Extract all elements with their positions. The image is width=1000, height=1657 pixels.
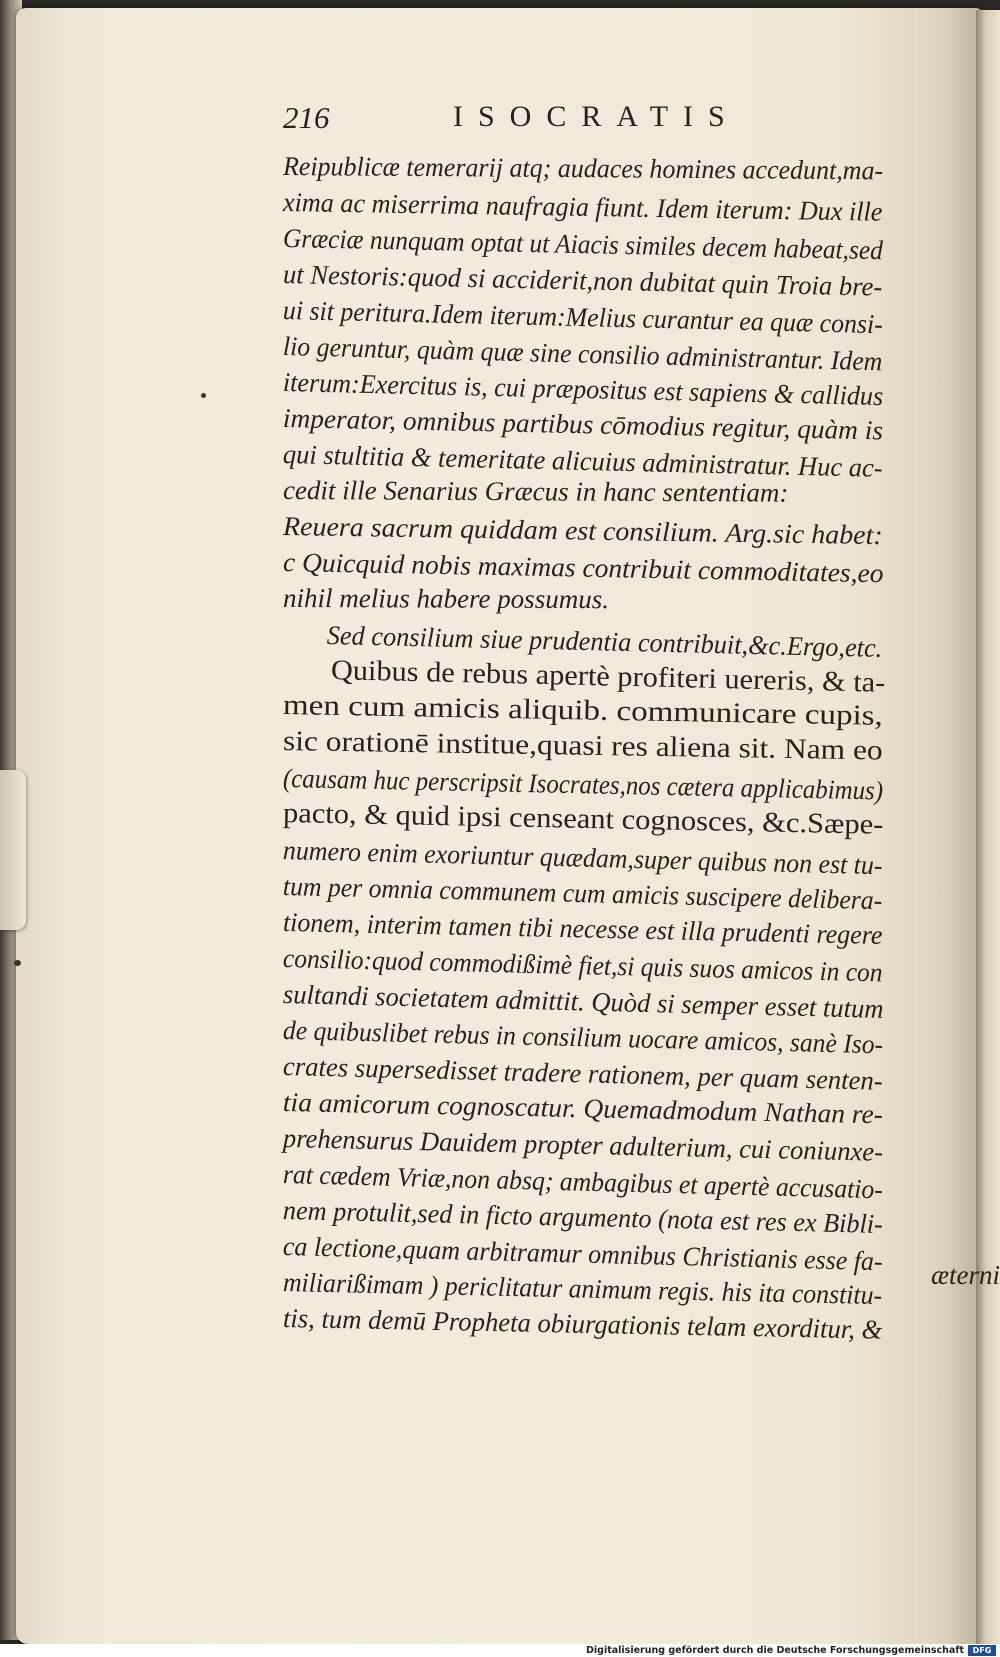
footer-credit: Digitalisierung gefördert durch die Deutsche Forschungsgemeinschaft: [586, 1645, 964, 1656]
ink-spot: [201, 393, 206, 398]
text-line: xima ac miserrima naufragia fiunt. Idem iterum: Dux ille: [282, 187, 883, 227]
text-line: de quibuslibet rebus in consilium uocare amicos, sanè Iso-: [282, 1015, 884, 1060]
text-line: crates supersedisset tradere rationem, per quam senten-: [282, 1051, 884, 1096]
text-line: Quibus de rebus apertè profiteri uereris, & ta-: [330, 655, 886, 699]
text-line: tis, tum demū Propheta obiurgationis telam exorditur, &: [282, 1303, 883, 1345]
page-number: 216: [283, 100, 330, 135]
text-line: Sed consilium siue prudentia contribuit,&c.Ergo,etc.: [326, 620, 883, 663]
text-line: Græciæ nunquam optat ut Aiacis similes decem habeat,sed: [282, 223, 884, 266]
text-line: men cum amicis aliquib. communicare cupis,: [282, 690, 884, 732]
text-line: ut Nestoris:quod si acciderit,non dubitat quin Troia bre-: [282, 259, 883, 302]
text-line: imperator, omnibus partibus cōmodius regitur, quàm is: [282, 403, 884, 446]
text-line: ca lectione,quam arbitramur omnibus Christianis esse fa-: [282, 1231, 883, 1277]
text-line: tionem, interim tamen tibi necesse est illa prudenti regere: [282, 907, 883, 951]
text-line: nihil melius habere possumus.: [282, 583, 610, 615]
dfg-logo: DFG: [968, 1645, 996, 1656]
text-line: qui stultitia & temeritate alicuius administratur. Huc ac-: [282, 439, 883, 483]
catchword: æterni: [930, 1260, 1000, 1290]
running-head: [283, 98, 803, 146]
ink-spot: [14, 960, 21, 966]
text-line: lio geruntur, quàm quæ sine consilio administrantur. Idem: [282, 331, 883, 377]
running-title: ISOCRATIS: [453, 100, 740, 133]
text-line: consilio:quod commodißimè fiet,si quis suos amicos in con: [282, 943, 883, 988]
text-line: rat cædem Vriæ,non absq; ambagibus et apertè accusatio-: [282, 1159, 884, 1205]
text-line: Reuera sacrum quiddam est consilium. Arg.sic habet:: [282, 511, 883, 551]
text-line: prehensurus Dauidem propter adulterium, cui coniunxe-: [282, 1123, 884, 1167]
text-line: numero enim exoriuntur quædam,super quibus non est tu-: [282, 835, 883, 881]
text-line: cedit ille Senarius Græcus in hanc sententiam:: [282, 475, 789, 508]
text-line: pacto, & quid ipsi censeant cognosces, &c.Sæpe-: [282, 798, 884, 841]
footer-bar: [0, 1644, 1000, 1657]
text-line: nem protulit,sed in ficto argumento (nota est res ex Bibli-: [282, 1195, 884, 1240]
text-line: miliarißimam ) periclitatur animum regis. his ita constitu-: [282, 1267, 883, 1311]
right-page-edge: [976, 10, 1000, 1646]
text-line: Reipublicæ temerarij atq; audaces homines accedunt,ma-: [282, 151, 884, 186]
text-line: (causam huc perscripsit Isocrates,nos cætera applicabimus): [282, 763, 884, 806]
text-line: tum per omnia communem cum amicis suscipere delibera-: [282, 871, 883, 916]
text-line: iterum:Exercitus is, cui præpositus est sapiens & callidus: [282, 367, 884, 412]
text-line: sic orationē institue,quasi res aliena sit. Nam eo: [282, 726, 883, 767]
text-line: c Quicquid nobis maximas contribuit commoditates,eo: [282, 547, 884, 589]
text-line: sultandi societatem admittit. Quòd si semper esset tutum: [282, 979, 884, 1024]
text-line: tia amicorum cognoscatur. Quemadmodum Nathan re-: [282, 1087, 884, 1130]
text-line: ui sit peritura.Idem iterum:Melius curantur ea quæ consi-: [282, 295, 884, 340]
body-text: [282, 148, 923, 1345]
page-clip: [0, 770, 26, 930]
